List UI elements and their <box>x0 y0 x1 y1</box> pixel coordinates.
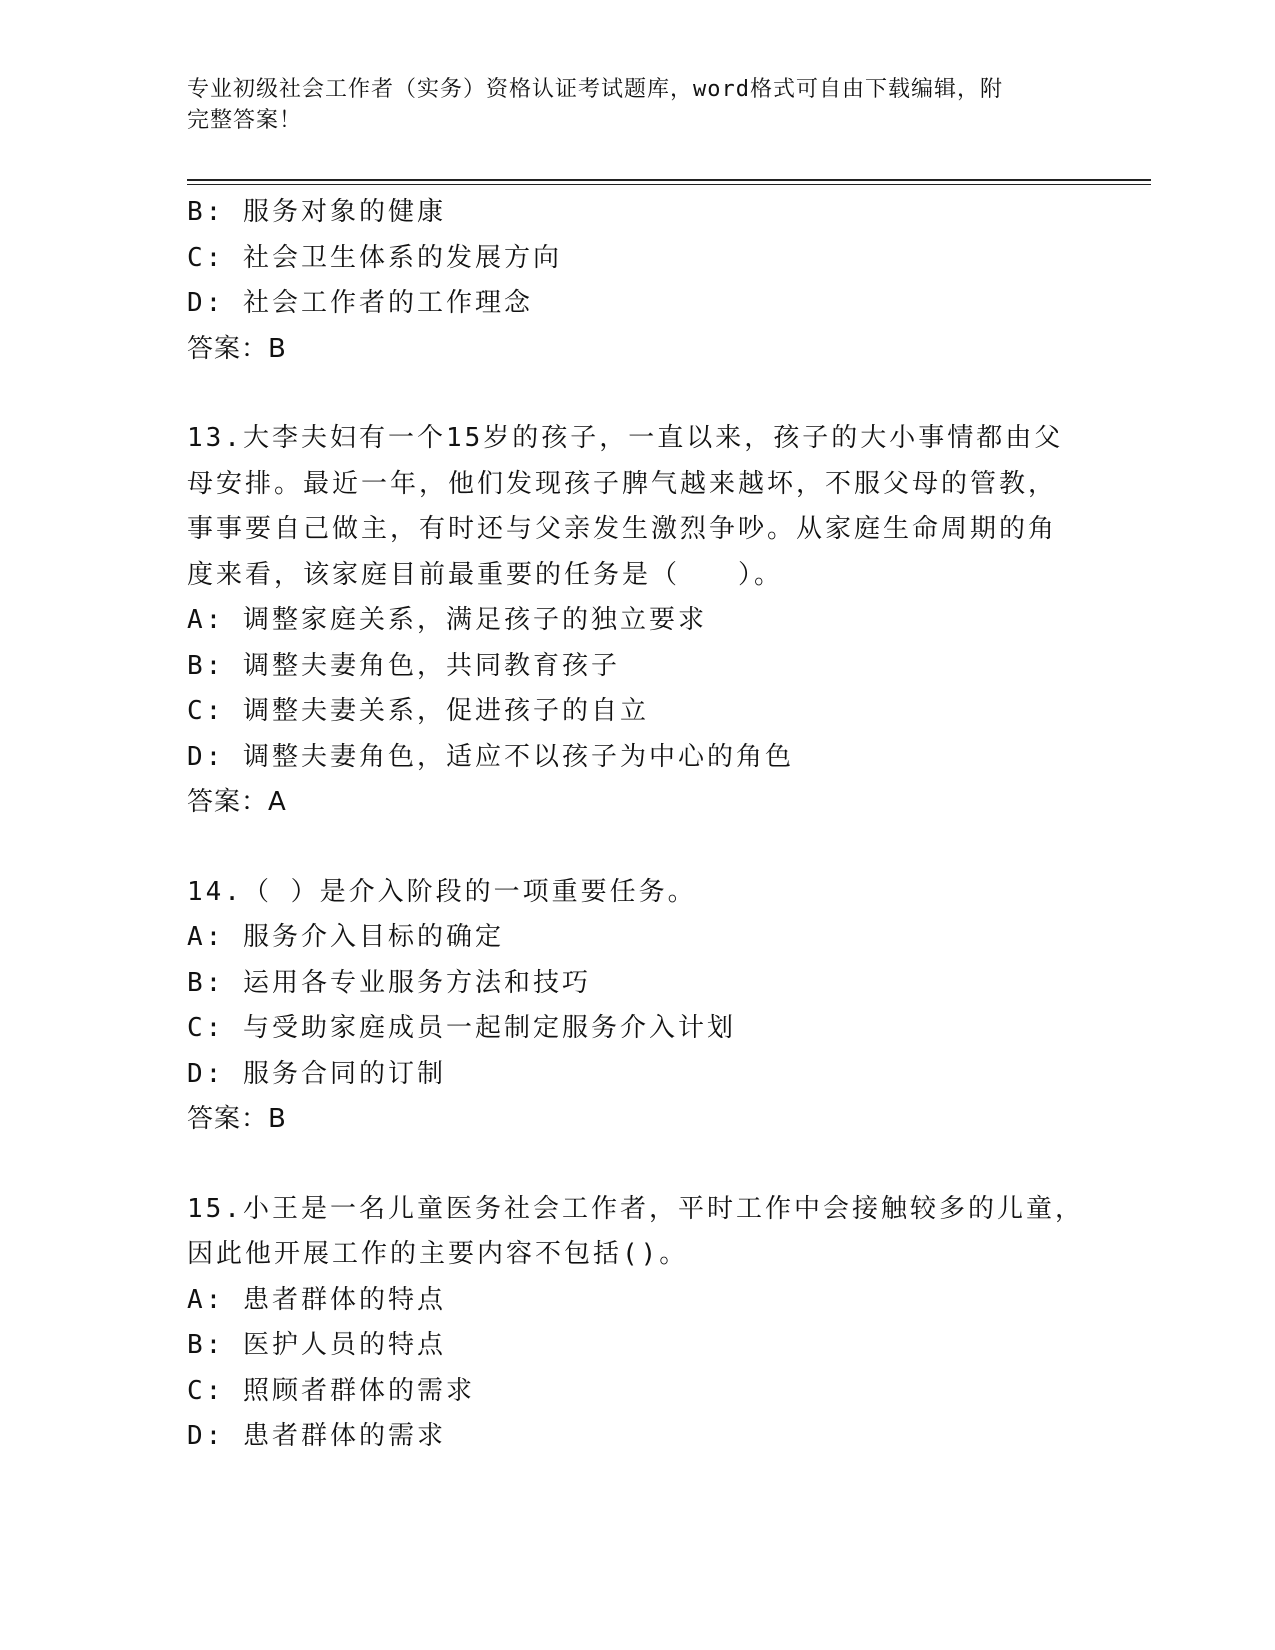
question-14 <box>187 870 1067 1143</box>
header-line-1: 专业初级社会工作者（实务）资格认证考试题库，word格式可自由下载编辑，附 <box>187 77 1003 102</box>
question-stem-line: 14.（ ）是介入阶段的一项重要任务。 <box>187 876 697 907</box>
question-stem-line: 事事要自己做主，有时还与父亲发生激烈争吵。从家庭生命周期的角 <box>187 514 1058 544</box>
option-a: A: 患者群体的特点 <box>187 1284 446 1315</box>
question-content <box>187 190 1084 1460</box>
question-13 <box>187 416 1067 826</box>
option-d: D: 调整夫妻角色，适应不以孩子为中心的角色 <box>187 741 794 772</box>
header-rule-thin <box>187 184 1151 185</box>
spacer <box>187 372 1067 416</box>
option-c: C: 调整夫妻关系，促进孩子的自立 <box>187 696 649 726</box>
option-b: B: 医护人员的特点 <box>187 1330 446 1360</box>
question-15 <box>187 1187 1084 1460</box>
option-d: D: 社会工作者的工作理念 <box>187 288 533 318</box>
page-header <box>187 74 1067 136</box>
option-a: A: 调整家庭关系，满足孩子的独立要求 <box>187 605 707 635</box>
question-stem-line: 母安排。最近一年，他们发现孩子脾气越来越坏，不服父母的管教， <box>187 468 1058 499</box>
option-c: C: 社会卫生体系的发展方向 <box>187 242 562 273</box>
answer-line: 答案：A <box>187 787 287 817</box>
header-line-2: 完整答案！ <box>187 108 303 133</box>
question-stem-line: 度来看，该家庭目前最重要的任务是（ ）。 <box>187 559 784 590</box>
option-b: B: 运用各专业服务方法和技巧 <box>187 967 591 998</box>
option-a: A: 服务介入目标的确定 <box>187 922 504 952</box>
option-b: B: 服务对象的健康 <box>187 197 446 227</box>
header-rule-thick <box>187 179 1151 181</box>
question-stem-line: 13.大李夫妇有一个15岁的孩子，一直以来，孩子的大小事情都由父 <box>187 423 1064 453</box>
option-c: C: 与受助家庭成员一起制定服务介入计划 <box>187 1013 736 1043</box>
question-stem-line: 因此他开展工作的主要内容不包括()。 <box>187 1239 689 1269</box>
answer-line: 答案：B <box>187 1104 287 1134</box>
option-d: D: 服务合同的订制 <box>187 1058 446 1089</box>
option-d: D: 患者群体的需求 <box>187 1421 446 1451</box>
option-c: C: 照顾者群体的需求 <box>187 1375 475 1406</box>
spacer <box>187 1143 1067 1187</box>
question-12-tail <box>187 190 1067 372</box>
spacer <box>187 826 1067 870</box>
answer-line: 答案：B <box>187 333 287 364</box>
question-stem-line: 15.小王是一名儿童医务社会工作者，平时工作中会接触较多的儿童， <box>187 1193 1084 1224</box>
option-b: B: 调整夫妻角色，共同教育孩子 <box>187 650 620 681</box>
